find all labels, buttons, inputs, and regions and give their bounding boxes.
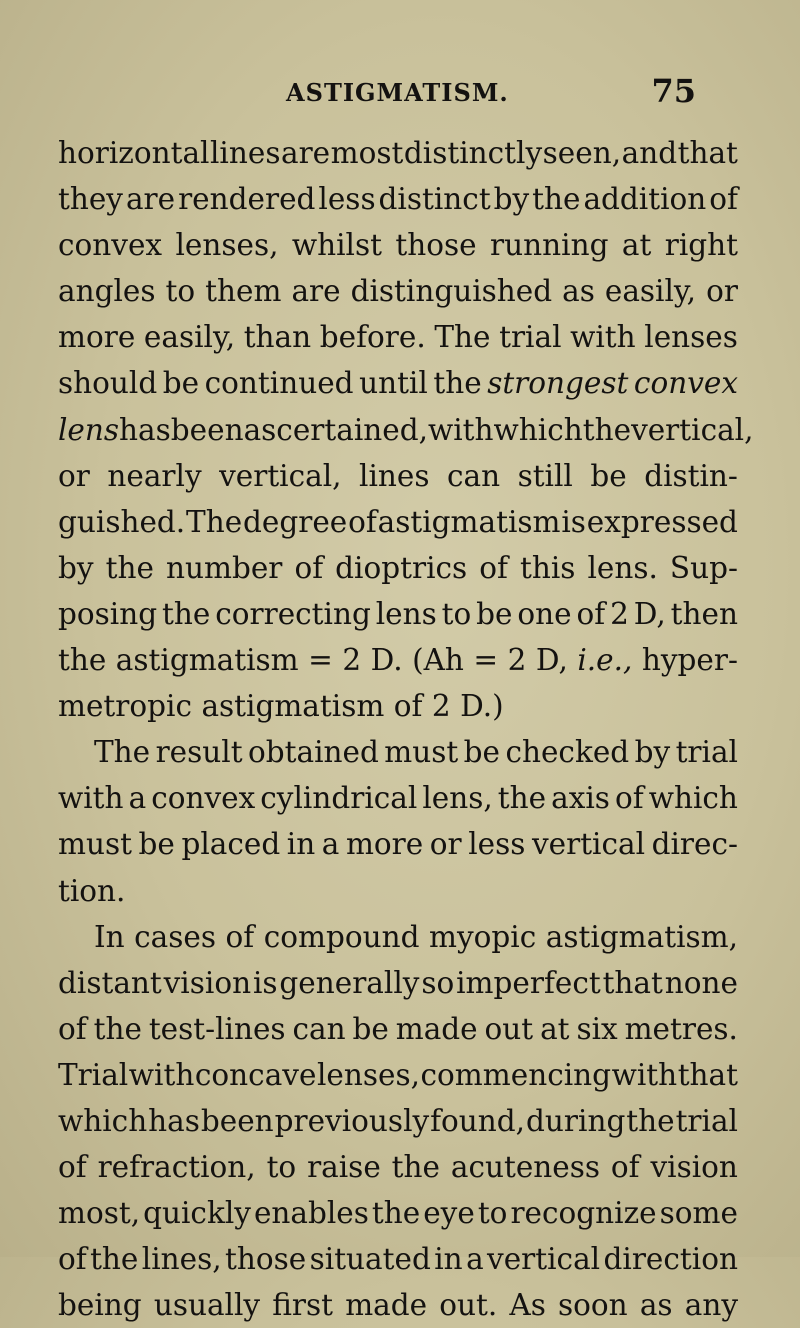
text-line: tion. <box>58 873 126 908</box>
text-line: more easily, than before. The trial with lenses <box>58 320 738 355</box>
running-head <box>286 72 696 112</box>
text-line: by the number of dioptrics of this lens. Sup- <box>58 550 738 585</box>
text-line: angles to them are distinguished as easily, or <box>58 274 738 309</box>
text-line: they are rendered less distinct by the addition of <box>58 182 738 217</box>
page-number: 75 <box>651 72 696 110</box>
text-line: The result obtained must be checked by trial <box>94 735 738 770</box>
text-line: Trial with concave lenses, commencing with that <box>58 1057 738 1092</box>
body-text <box>58 130 754 1328</box>
text-line: horizontal lines are most distinctly seen, and that <box>58 136 738 170</box>
text-line: posing the correcting lens to be one of 2 D, then <box>58 596 738 631</box>
text-line: must be placed in a more or less vertical direc- <box>58 827 738 862</box>
text-line: of the lines, those situated in a vertical direction <box>58 1242 738 1277</box>
text-line: should be continued until the strongest convex <box>58 366 738 401</box>
text-line: with a convex cylindrical lens, the axis of which <box>58 781 738 816</box>
text-line: distant vision is generally so imperfect that none <box>58 965 738 1000</box>
text-line: most, quickly enables the eye to recognize some <box>58 1196 738 1231</box>
text-line: of refraction, to raise the acuteness of vision <box>58 1150 738 1185</box>
text-line: In cases of compound myopic astigmatism, <box>94 919 738 954</box>
text-line: or nearly vertical, lines can still be distin- <box>58 458 738 493</box>
text-line: the astigmatism = 2 D. (Ah = 2 D, i.e., hyper- <box>58 643 738 678</box>
text-line: of the test-lines can be made out at six metres. <box>58 1011 738 1046</box>
text-line: metropic astigmatism of 2 D.) <box>58 689 504 724</box>
text-line: convex lenses, whilst those running at right <box>58 228 738 263</box>
text-line: being usually first made out. As soon as any <box>58 1288 738 1323</box>
text-line: lens has been ascertained, with which the vertical, <box>58 412 754 447</box>
chapter-title: ASTIGMATISM. <box>286 78 509 107</box>
text-line: guished. The degree of astigmatism is expressed <box>58 504 738 539</box>
text-line: which has been previously found, during the trial <box>58 1103 738 1138</box>
